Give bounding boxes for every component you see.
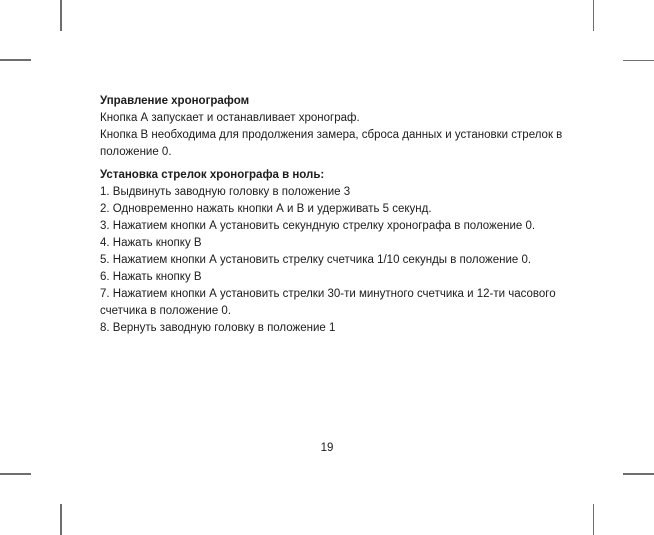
list-item-7: 7. Нажатием кнопки А установить стрелки 30-ти минутного счетчика и 12-ти часового xyxy=(100,288,556,300)
crop-mark-bottom-left-vertical-icon xyxy=(60,504,62,535)
text-line: Кнопка А запускает и останавливает хронограф. xyxy=(100,112,360,124)
page-text-block xyxy=(100,93,600,337)
list-item-8: 8. Вернуть заводную головку в положение 1 xyxy=(100,322,336,334)
page-number: 19 xyxy=(320,442,334,454)
list-item-2: 2. Одновременно нажать кнопки А и В и удерживать 5 секунд. xyxy=(100,203,432,215)
list-item-4: 4. Нажать кнопку В xyxy=(100,237,202,249)
crop-mark-top-right-horizontal-icon xyxy=(623,60,654,62)
list-item-3: 3. Нажатием кнопки А установить секундную стрелку хронографа в положение 0. xyxy=(100,220,536,232)
list-item-6: 6. Нажать кнопку В xyxy=(100,271,202,283)
section-heading-chronograph-control: Управление хронографом xyxy=(100,95,250,107)
section-heading-zero-setting: Установка стрелок хронографа в ноль: xyxy=(100,169,325,181)
crop-mark-top-left-horizontal-icon xyxy=(0,59,31,61)
crop-mark-top-right-vertical-icon xyxy=(593,0,595,31)
crop-mark-bottom-left-horizontal-icon xyxy=(0,473,31,475)
crop-mark-bottom-right-vertical-icon xyxy=(593,504,595,535)
text-line: Кнопка В необходима для продолжения замера, сброса данных и установки стрелок в xyxy=(100,129,563,141)
crop-mark-bottom-right-horizontal-icon xyxy=(623,473,654,475)
list-item-7-continuation: счетчика в положение 0. xyxy=(100,305,232,317)
text-line: положение 0. xyxy=(100,146,172,158)
list-item-1: 1. Выдвинуть заводную головку в положение 3 xyxy=(100,186,351,198)
list-item-5: 5. Нажатием кнопки А установить стрелку счетчика 1/10 секунды в положение 0. xyxy=(100,254,532,266)
crop-mark-top-left-vertical-icon xyxy=(60,0,62,31)
